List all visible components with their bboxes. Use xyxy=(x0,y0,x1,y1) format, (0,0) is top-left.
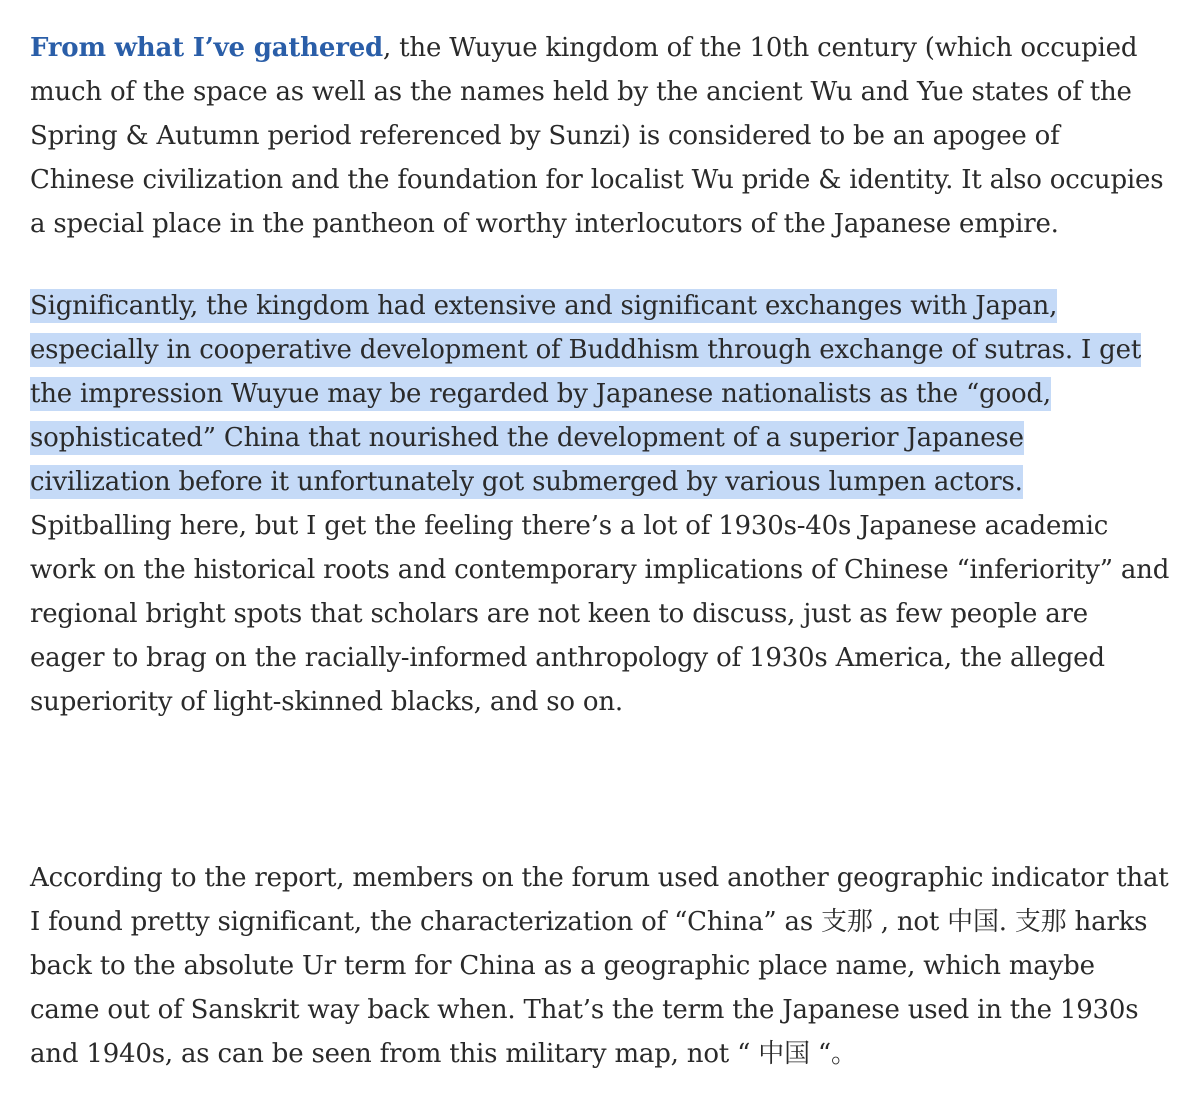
paragraph-japan-exchanges xyxy=(30,284,1170,724)
paragraph-spacer xyxy=(30,246,1170,284)
paragraph-2-text: Spitballing here, but I get the feeling there’s a lot of 1930s-40s Japanese academic work on the historical roots and contemporary implications of Chinese “inferiority” and regional bright spots that scholars are not keen to discuss, just as few people are eager to brag on the racially-informed anthropology of 1930s America, the alleged superiority of light-skinned blacks, and so on. xyxy=(30,511,1170,717)
paragraph-china-term xyxy=(30,856,1170,1076)
paragraph-wuyue-intro xyxy=(30,26,1170,246)
highlighted-selection: Significantly, the kingdom had extensive and significant exchanges with Japan, especially in cooperative development of Buddhism through exchange of sutras. I get the impression Wuyue may be regarded by Japanese nationalists as the “good, sophisticated” China that nourished the development of a superior Japanese civilization before it unfortunately got submerged by various lumpen actors. xyxy=(30,291,1142,497)
paragraph-1-text: , the Wuyue kingdom of the 10th century (which occupied much of the space as well as the names held by the ancient Wu and Yue states of the Spring & Autumn period referenced by Sunzi) is considered to be an apogee of Chinese civilization and the foundation for localist Wu pride & identity. It also occupies a special place in the pantheon of worthy interlocutors of the Japanese empire. xyxy=(30,33,1164,239)
paragraph-3-text: According to the report, members on the forum used another geographic indicator that I found pretty significant, the characterization of “China” as 支那 , not 中国. 支那 harks back to the absolute Ur term for China as a geographic place name, which maybe came out of Sanskrit way back when. That’s the term the Japanese used in the 1930s and 1940s, as can be seen from this military map, not “ 中国 “。 xyxy=(30,863,1169,1069)
article-body xyxy=(30,26,1170,1076)
paragraph-spacer-large xyxy=(30,724,1170,856)
from-what-ive-gathered-link[interactable]: From what I’ve gathered xyxy=(30,33,384,63)
